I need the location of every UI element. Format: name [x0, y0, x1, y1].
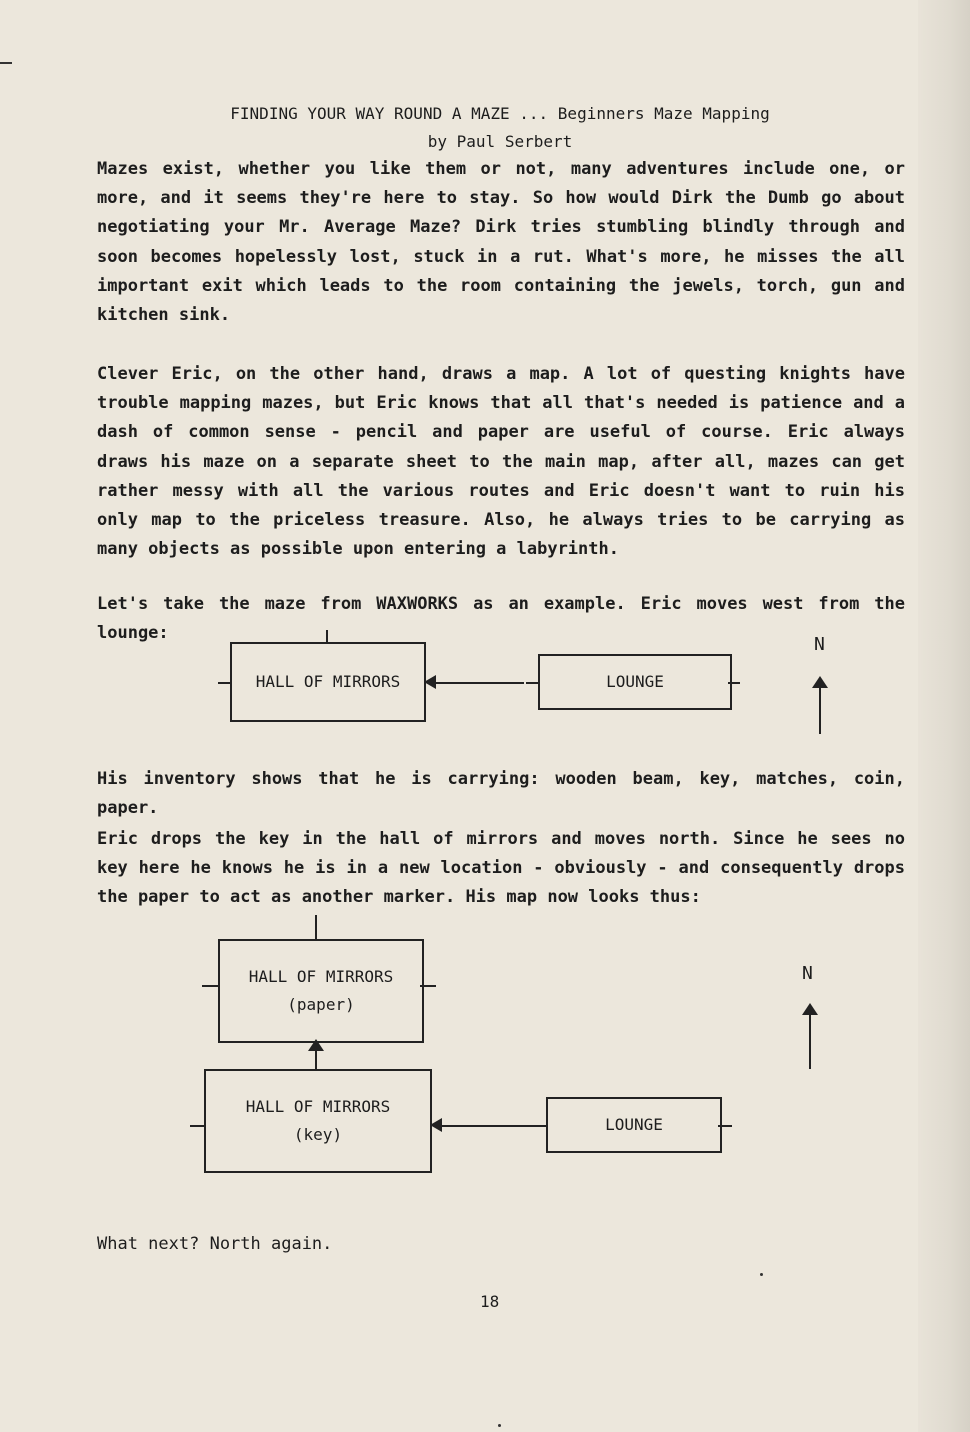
paragraph-drops-key: Eric drops the key in the hall of mirrors and moves north. Since he sees no key here he knows he is in a new location - obviously - and consequently drops the paper to act as another marker. His map now looks thus:: [97, 829, 905, 908]
ink-speck: [760, 1273, 763, 1276]
ink-speck: [498, 1424, 501, 1427]
paragraph-example: Let's take the maze from WAXWORKS as an example. Eric moves west from the lounge:: [97, 594, 905, 644]
map1-lounge-west-exit: [526, 682, 538, 684]
page-edge-shadow: [918, 0, 970, 1432]
map1-lounge-box: [538, 654, 732, 710]
paragraph-clever-eric: Clever Eric, on the other hand, draws a map. A lot of questing knights have trouble mapping mazes, but Eric knows that all that's needed is patience and a dash of common sense - pencil and paper are useful of course. Eric always draws his maze on a separate sheet to the main map, after all, mazes can get rather messy with all the various routes and Eric doesn't want to ruin his only map to the priceless treasure. Also, he always tries to be carrying as many objects as possible upon entering a labyrinth.: [97, 364, 905, 560]
map2-upper-west-exit: [202, 985, 218, 987]
map1-connector: [434, 682, 524, 684]
paragraph-intro: Mazes exist, whether you like them or not, many adventures include one, or more, and it seems they're here to stay. So how would Dirk the Dumb go about negotiating your Mr. Average Maze? Dirk tries stumbling blindly through and soon becomes hopelessly lost, stuck in a rut. What's more, he misses the all important exit which leads to the room containing the jewels, torch, gun and kitchen sink.: [97, 159, 905, 326]
map2-lower-hall-item: (key): [293, 1125, 343, 1144]
map1-lounge-east-exit: [728, 682, 740, 684]
map1-compass-n: N: [814, 634, 825, 655]
margin-mark: [0, 62, 12, 64]
map2-up-connector: [315, 1049, 317, 1069]
maze-map-2: [190, 915, 910, 1185]
map2-lounge-west-exit: [536, 1125, 546, 1127]
map2-upper-hall-label: HALL OF MIRRORS: [248, 967, 394, 986]
map1-compass-shaft: [819, 686, 821, 734]
map1-west-exit: [218, 682, 230, 684]
maze-map-1: [190, 630, 910, 740]
map2-lower-hall-label: HALL OF MIRRORS: [245, 1097, 391, 1116]
map2-lounge-east-exit: [718, 1125, 732, 1127]
map1-hall-label: HALL OF MIRRORS: [255, 672, 401, 691]
map2-connector: [440, 1125, 538, 1127]
map2-compass-n: N: [802, 963, 813, 984]
map2-lower-west-exit: [190, 1125, 204, 1127]
paragraph-what-next: What next? North again.: [97, 1234, 333, 1254]
map2-upper-east-exit: [420, 985, 436, 987]
map2-upper-hall-box: [218, 939, 424, 1043]
map2-lounge-label: LOUNGE: [605, 1115, 663, 1134]
map1-hall-of-mirrors-box: [230, 642, 426, 722]
map2-upper-hall-item: (paper): [287, 995, 355, 1014]
map2-north-exit: [315, 915, 317, 939]
article-byline: by Paul Serbert: [427, 132, 573, 151]
map1-lounge-label: LOUNGE: [606, 672, 664, 691]
map2-lower-hall-box: [204, 1069, 432, 1173]
paragraph-inventory: His inventory shows that he is carrying: wooden beam, key, matches, coin, paper.: [97, 769, 905, 819]
article-title: FINDING YOUR WAY ROUND A MAZE ... Beginners Maze Mapping: [230, 104, 770, 123]
page-number: 18: [480, 1292, 500, 1311]
map2-compass-shaft: [809, 1013, 811, 1069]
map2-lounge-box: [546, 1097, 722, 1153]
